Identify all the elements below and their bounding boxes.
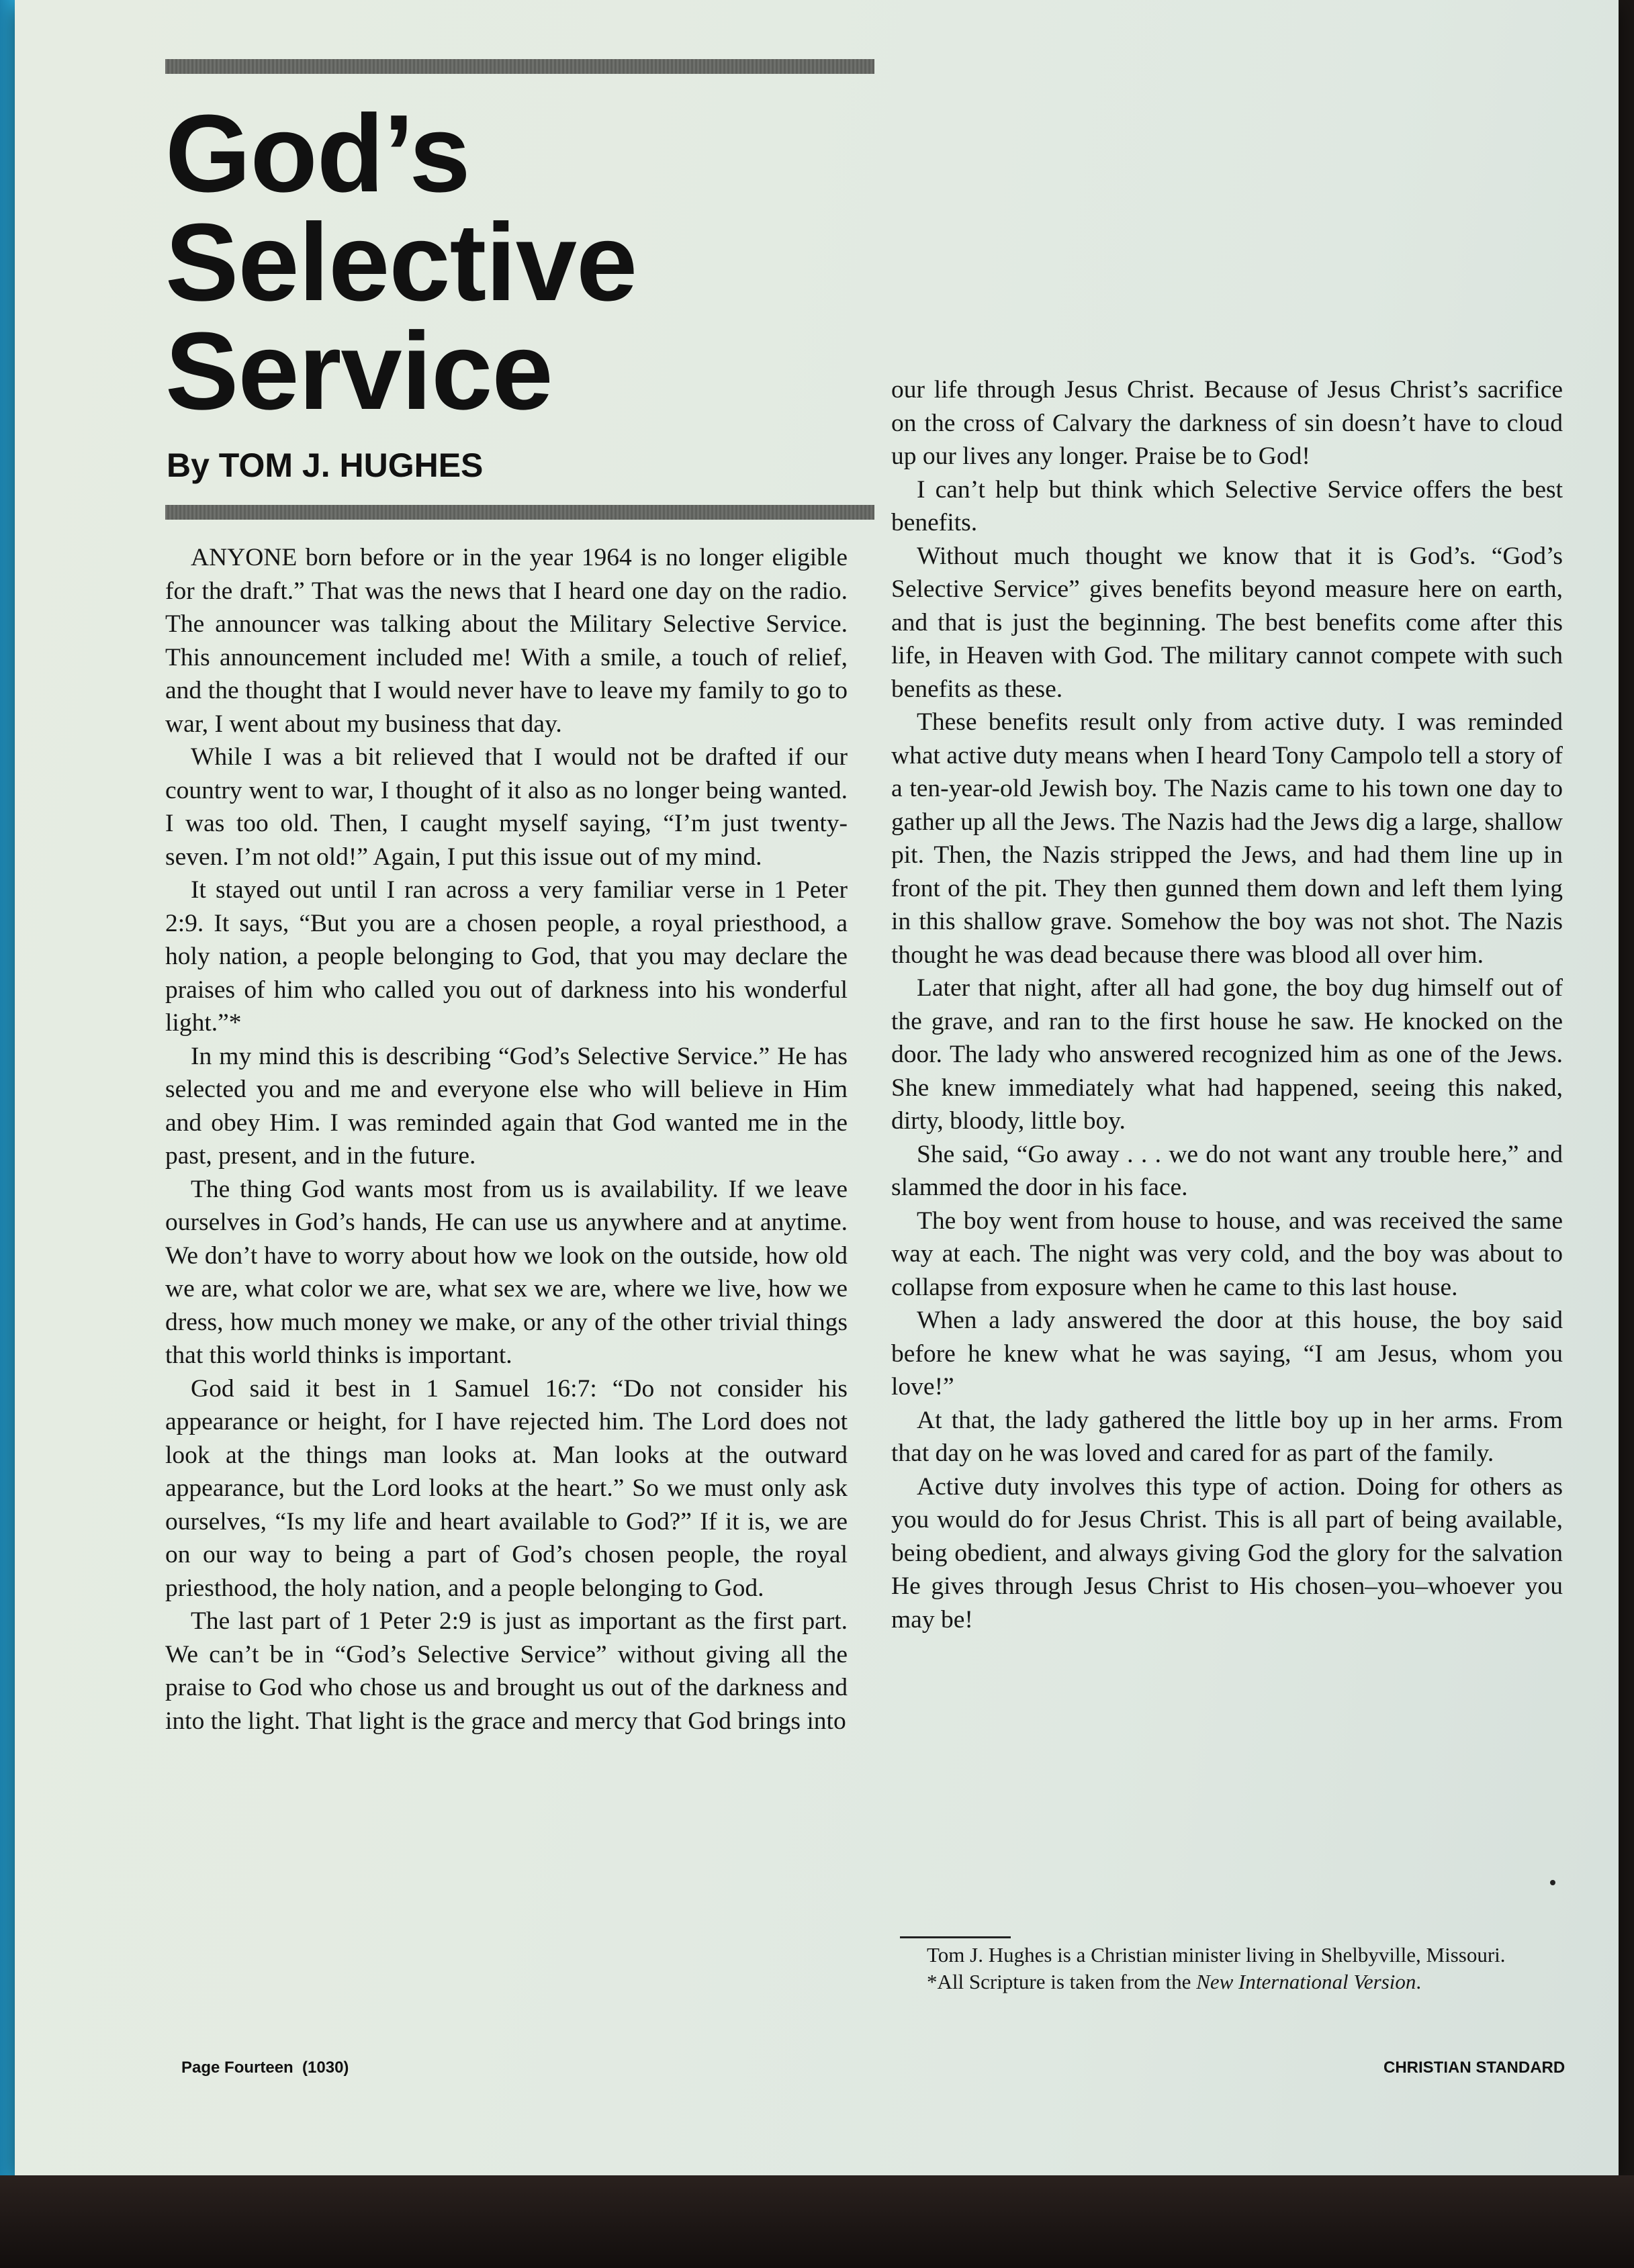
scripture-suffix: .	[1416, 1970, 1422, 1993]
paragraph: Active duty involves this type of action. Doing for others as you would do for Jesus Christ. This is all part of being available, being obedient, and always giving God the glory for the salvation He gives through Jesus Christ to His chosen–you–whoever you may be!	[891, 1472, 1563, 1634]
paragraph: While I was a bit relieved that I would not be drafted if our country went to war, I thought of it also as no longer being wanted. I was too old. Then, I caught myself saying, “I’m just twenty-seven. I’m not old!” Again, I put this issue out of my mind.	[165, 743, 848, 871]
paragraph: Without much thought we know that it is God’s. “God’s Selective Service” gives benefits beyond measure here on earth, and that is just the beginning. The best benefits come after this life, in Heaven with God. The military cannot compete with such benefits as these.	[891, 542, 1563, 703]
paragraph-continuation: our life through Jesus Christ. Because of Jesus Christ’s sacrifice on the cross of Calvary the darkness of sin doesn’t have to cloud up our lives any longer. Praise be to God!	[891, 376, 1563, 470]
title-line-3: Service	[165, 310, 553, 432]
footnote-rule	[900, 1936, 1011, 1938]
scripture-note	[900, 1969, 1565, 1995]
right-column	[891, 373, 1563, 1636]
paragraph: It stayed out until I ran across a very familiar verse in 1 Peter 2:9. It says, “But you are a chosen people, a royal priesthood, a holy nation, a people belonging to God, that you may declare the praises of him who called you out of darkness into his wonderful light.”*	[165, 876, 848, 1037]
page-number-footer: Page Fourteen (1030)	[181, 2059, 349, 2077]
footnotes	[900, 1942, 1565, 1995]
publication-footer: CHRISTIAN STANDARD	[1383, 2059, 1565, 2077]
scripture-version: New International Version	[1196, 1970, 1416, 1993]
paragraph: When a lady answered the door at this house, the boy said before he knew what he was saying, “I am Jesus, whom you love!”	[891, 1307, 1563, 1401]
byline: By TOM J. HUGHES	[167, 446, 484, 484]
paragraph: The thing God wants most from us is availability. If we leave ourselves in God’s hands, He can use us anywhere and at anytime. We don’t have to worry about how we look on the outside, how old we are, what color we are, what sex we are, where we live, how we dress, how much money we make, or any of the other trivial things that this world thinks is important.	[165, 1175, 848, 1369]
scripture-prefix: *All Scripture is taken from the	[927, 1970, 1197, 1993]
article-title	[165, 92, 904, 432]
end-mark	[1550, 1880, 1555, 1885]
paragraph: She said, “Go away . . . we do not want any trouble here,” and slammed the door in his face.	[891, 1140, 1563, 1201]
paragraph: The last part of 1 Peter 2:9 is just as important as the first part. We can’t be in “God’s Selective Service” without giving all the praise to God who chose us and brought us out of the darkness and into the light. That light is the grace and mercy that God brings into	[165, 1607, 848, 1735]
paragraph: At that, the lady gathered the little boy up in her arms. From that day on he was loved and cared for as part of the family.	[891, 1406, 1563, 1467]
title-line-2: Selective	[165, 201, 637, 324]
left-column	[165, 541, 848, 1738]
paragraph: ANYONE born before or in the year 1964 is no longer eligible for the draft.” That was the news that I heard one day on the radio. The announcer was talking about the Military Selective Service. This announcement included me! With a smile, a touch of relief, and the thought that I would never have to leave my family to go to war, I went about my business that day.	[165, 544, 848, 738]
paragraph: The boy went from house to house, and was received the same way at each. The night was very cold, and the boy was about to collapse from exposure when he came to this last house.	[891, 1207, 1563, 1301]
title-bottom-rule	[165, 505, 874, 520]
paragraph: These benefits result only from active duty. I was reminded what active duty means when I heard Tony Campolo tell a story of a ten-year-old Jewish boy. The Nazis came to his town one day to gather up all the Jews. The Nazis had the Jews dig a large, shallow pit. Then, the Nazis stripped the Jews, and had them line up in front of the pit. They then gunned them down and left them lying in this shallow grave. Somehow the boy was not shot. The Nazis thought he was dead because there was blood all over him.	[891, 708, 1563, 969]
paragraph: I can’t help but think which Selective Service offers the best benefits.	[891, 475, 1563, 536]
paragraph: In my mind this is describing “God’s Selective Service.” He has selected you and me and everyone else who will believe in Him and obey Him. I was reminded again that God wanted me in the past, present, and in the future.	[165, 1042, 848, 1170]
author-note: Tom J. Hughes is a Christian minister living in Shelbyville, Missouri.	[927, 1943, 1506, 1967]
title-top-rule	[165, 59, 874, 74]
title-line-1: God’s	[165, 92, 470, 215]
page-bottom-shadow	[0, 2175, 1634, 2268]
paragraph: God said it best in 1 Samuel 16:7: “Do not consider his appearance or height, for I have rejected him. The Lord does not look at the things man looks at. Man looks at the outward appearance, but the Lord looks at the heart.” So we must only ask ourselves, “Is my life and heart available to God?” If it is, we are on our way to being a part of God’s chosen people, the royal priesthood, the holy nation, and a people belonging to God.	[165, 1374, 848, 1602]
paragraph: Later that night, after all had gone, the boy dug himself out of the grave, and ran to the first house he saw. He knocked on the door. The lady who answered recognized him as one of the Jews. She knew immediately what had happened, seeing this naked, dirty, bloody, little boy.	[891, 974, 1563, 1135]
